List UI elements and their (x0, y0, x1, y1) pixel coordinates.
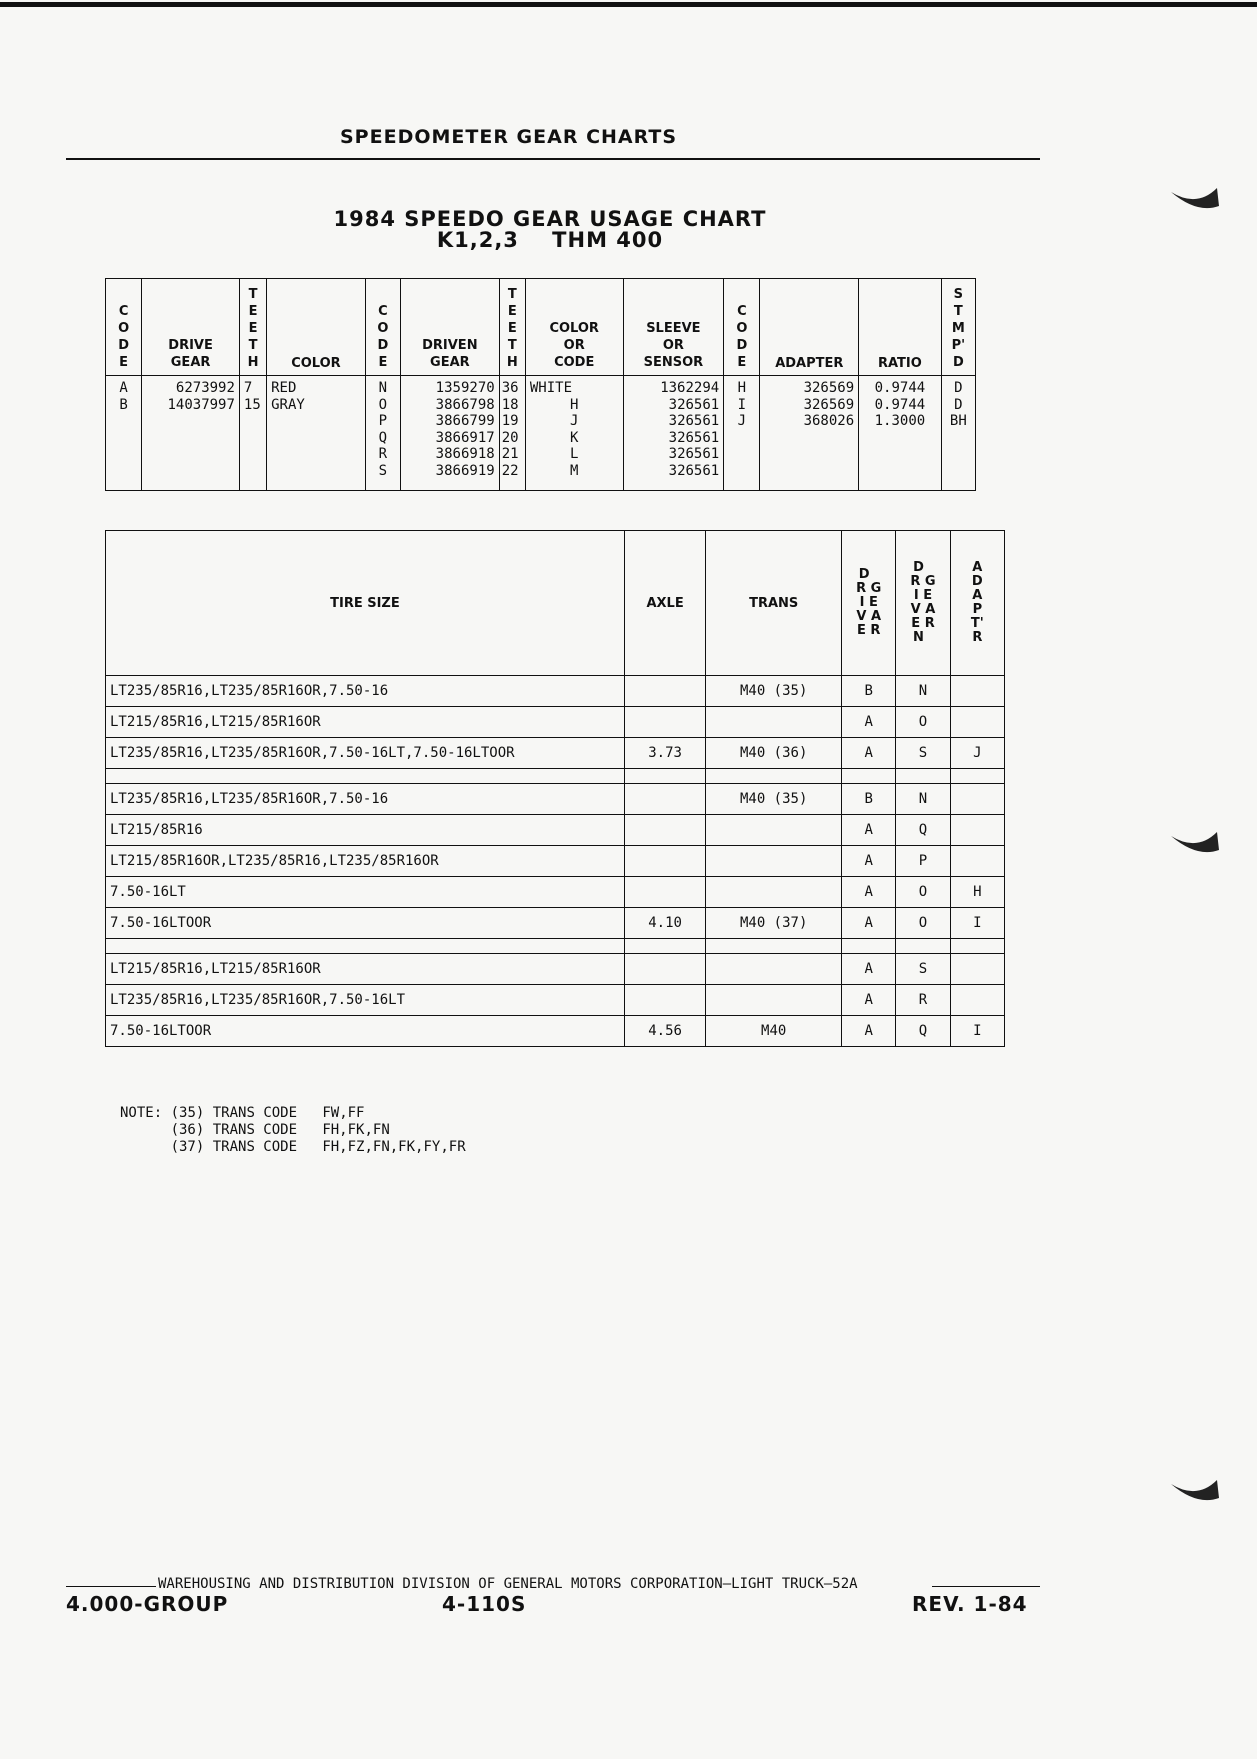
trans-code-note (120, 1105, 466, 1156)
driven-gear-cell: N (896, 784, 950, 815)
drive-gear-cell: A (842, 815, 896, 846)
axle-cell (624, 954, 705, 985)
trans-cell: M40 (37) (706, 908, 842, 939)
adapter-cell (950, 985, 1004, 1016)
trans-cell: M40 (35) (706, 676, 842, 707)
note-value: FH,FZ,FN,FK,FY,FR (322, 1139, 466, 1155)
table-row (106, 954, 1005, 985)
footer-page-number: 4-110S (442, 1592, 527, 1616)
drive-gear-cell: A (842, 1016, 896, 1047)
header-adapter-2: A D A P T' R (950, 531, 1004, 676)
header-axle: AXLE (624, 531, 705, 676)
separator-cell (842, 939, 896, 954)
header-driven-gear: DRIVEN GEAR (401, 279, 500, 376)
header-adapter: ADAPTER (760, 279, 859, 376)
driven-codes-cell: N O P Q R S (365, 376, 400, 491)
header-tire-size: TIRE SIZE (106, 531, 625, 676)
drive-gear-cell: B (842, 784, 896, 815)
tire-size-cell: LT215/85R16 (106, 815, 625, 846)
drive-colors-cell: RED GRAY (267, 376, 366, 491)
binder-hole-mark (1167, 1470, 1227, 1510)
top-border (0, 2, 1257, 7)
footer-group: 4.000-GROUP (66, 1592, 229, 1616)
drive-codes-cell: A B (106, 376, 142, 491)
adapter-cell: I (950, 1016, 1004, 1047)
footer-revision: REV. 1-84 (912, 1592, 1028, 1616)
drive-gear-cell: A (842, 846, 896, 877)
trans-cell (706, 877, 842, 908)
tire-size-cell: LT215/85R16OR,LT235/85R16,LT235/85R16OR (106, 846, 625, 877)
axle-cell (624, 877, 705, 908)
adapter-codes-cell: H I J (724, 376, 760, 491)
adapters-cell: 326569 326569 368026 (760, 376, 859, 491)
separator-cell (624, 939, 705, 954)
group-separator-row (106, 769, 1005, 784)
axle-cell: 4.10 (624, 908, 705, 939)
drive-gear-cell: A (842, 877, 896, 908)
header-ratio: RATIO (859, 279, 942, 376)
sleeve-sensor-cell: 1362294 326561 326561 326561 326561 326561 (623, 376, 724, 491)
tire-table-body (106, 676, 1005, 1047)
header-code-3: C O D E (724, 279, 760, 376)
note-code: (36) (170, 1122, 205, 1138)
driven-gear-cell: O (896, 707, 950, 738)
table-row (106, 846, 1005, 877)
trans-cell (706, 707, 842, 738)
driven-gear-cell: N (896, 676, 950, 707)
table-row (106, 784, 1005, 815)
note-value: FW,FF (322, 1105, 365, 1121)
note-code: (35) (170, 1105, 205, 1121)
note-trans-label: TRANS CODE (212, 1139, 298, 1155)
footer-division-line: WAREHOUSING AND DISTRIBUTION DIVISION OF GENERAL MOTORS CORPORATION—LIGHT TRUCK—52A (158, 1576, 858, 1592)
drive-gear-cell: A (842, 908, 896, 939)
trans-cell: M40 (706, 1016, 842, 1047)
driven-gear-cell: O (896, 908, 950, 939)
drive-gears-cell: 6273992 14037997 (142, 376, 240, 491)
header-sleeve-or-sensor: SLEEVE OR SENSOR (623, 279, 724, 376)
header-teeth-1: T E E T H (239, 279, 266, 376)
driven-color-codes-cell: WHITE H J K L M (525, 376, 623, 491)
trans-cell (706, 954, 842, 985)
tire-table-header-row (106, 531, 1005, 676)
axle-cell: 4.56 (624, 1016, 705, 1047)
driven-gear-cell: Q (896, 815, 950, 846)
tire-size-cell: LT235/85R16,LT235/85R16OR,7.50-16 (106, 784, 625, 815)
adapter-cell (950, 784, 1004, 815)
adapter-cell (950, 846, 1004, 877)
note-trans-label: TRANS CODE (212, 1122, 298, 1138)
axle-cell (624, 985, 705, 1016)
header-driven-gear-2: D R G I E V A E R N (896, 531, 950, 676)
axle-cell: 3.73 (624, 738, 705, 769)
adapter-cell (950, 954, 1004, 985)
gear-table-header-row (106, 279, 976, 376)
tire-size-cell: 7.50-16LTOOR (106, 1016, 625, 1047)
table-row (106, 707, 1005, 738)
separator-cell (950, 769, 1004, 784)
header-teeth-2: T E E T H (499, 279, 525, 376)
footer-rule-left (66, 1586, 156, 1587)
binder-hole-mark (1167, 822, 1227, 862)
table-row (106, 1016, 1005, 1047)
driven-gear-cell: S (896, 954, 950, 985)
separator-cell (106, 769, 625, 784)
adapter-cell (950, 707, 1004, 738)
ratios-cell: 0.9744 0.9744 1.3000 (859, 376, 942, 491)
table-row (106, 985, 1005, 1016)
note-value: FH,FK,FN (322, 1122, 390, 1138)
table-row (106, 877, 1005, 908)
tire-size-cell: LT215/85R16,LT215/85R16OR (106, 954, 625, 985)
header-code-1: C O D E (106, 279, 142, 376)
adapter-cell: I (950, 908, 1004, 939)
header-drive-gear-2: D R G I E V A E R (842, 531, 896, 676)
tire-size-cell: 7.50-16LTOOR (106, 908, 625, 939)
table-row (106, 738, 1005, 769)
drive-teeth-cell: 7 15 (239, 376, 266, 491)
tire-size-table (105, 530, 1005, 1047)
footer-rule-right (932, 1586, 1040, 1587)
driven-gear-cell: R (896, 985, 950, 1016)
gear-usage-table (105, 278, 976, 491)
chart-title (300, 209, 800, 251)
chart-title-line2: K1,2,3 THM 400 (436, 228, 664, 252)
drive-gear-cell: A (842, 707, 896, 738)
gear-table-body-row (106, 376, 976, 491)
trans-cell: M40 (36) (706, 738, 842, 769)
trans-cell (706, 846, 842, 877)
binder-hole-mark (1167, 178, 1227, 218)
driven-gear-cell: P (896, 846, 950, 877)
trans-cell (706, 985, 842, 1016)
header-code-2: C O D E (365, 279, 400, 376)
axle-cell (624, 707, 705, 738)
header-color-or-code: COLOR OR CODE (525, 279, 623, 376)
group-separator-row (106, 939, 1005, 954)
axle-cell (624, 815, 705, 846)
separator-cell (896, 769, 950, 784)
separator-cell (842, 769, 896, 784)
tire-size-cell: LT235/85R16,LT235/85R16OR,7.50-16LT (106, 985, 625, 1016)
table-row (106, 676, 1005, 707)
separator-cell (896, 939, 950, 954)
separator-cell (950, 939, 1004, 954)
chart-title-line1: 1984 SPEEDO GEAR USAGE CHART (333, 207, 767, 231)
drive-gear-cell: B (842, 676, 896, 707)
tire-size-cell: LT235/85R16,LT235/85R16OR,7.50-16LT,7.50-16LTOOR (106, 738, 625, 769)
adapter-cell: J (950, 738, 1004, 769)
trans-cell: M40 (35) (706, 784, 842, 815)
tire-size-cell: 7.50-16LT (106, 877, 625, 908)
drive-gear-cell: A (842, 985, 896, 1016)
header-rule (66, 158, 1040, 160)
driven-gear-cell: S (896, 738, 950, 769)
drive-gear-cell: A (842, 954, 896, 985)
axle-cell (624, 676, 705, 707)
table-row (106, 908, 1005, 939)
header-stmpd: S T M P' D (941, 279, 975, 376)
adapter-cell (950, 676, 1004, 707)
drive-gear-cell: A (842, 738, 896, 769)
separator-cell (106, 939, 625, 954)
tire-size-cell: LT235/85R16,LT235/85R16OR,7.50-16 (106, 676, 625, 707)
driven-gears-cell: 1359270 3866798 3866799 3866917 3866918 3866919 (401, 376, 500, 491)
header-drive-gear: DRIVE GEAR (142, 279, 240, 376)
axle-cell (624, 846, 705, 877)
note-label: NOTE: (120, 1105, 163, 1121)
separator-cell (706, 939, 842, 954)
tire-size-cell: LT215/85R16,LT215/85R16OR (106, 707, 625, 738)
note-code: (37) (170, 1139, 205, 1155)
driven-teeth-cell: 36 18 19 20 21 22 (499, 376, 525, 491)
separator-cell (624, 769, 705, 784)
trans-cell (706, 815, 842, 846)
header-color: COLOR (267, 279, 366, 376)
separator-cell (706, 769, 842, 784)
driven-gear-cell: O (896, 877, 950, 908)
header-trans: TRANS (706, 531, 842, 676)
table-row (106, 815, 1005, 846)
note-trans-label: TRANS CODE (212, 1105, 298, 1121)
driven-gear-cell: Q (896, 1016, 950, 1047)
adapter-cell (950, 815, 1004, 846)
section-title: SPEEDOMETER GEAR CHARTS (340, 126, 678, 148)
axle-cell (624, 784, 705, 815)
stmpd-cell: D D BH (941, 376, 975, 491)
adapter-cell: H (950, 877, 1004, 908)
